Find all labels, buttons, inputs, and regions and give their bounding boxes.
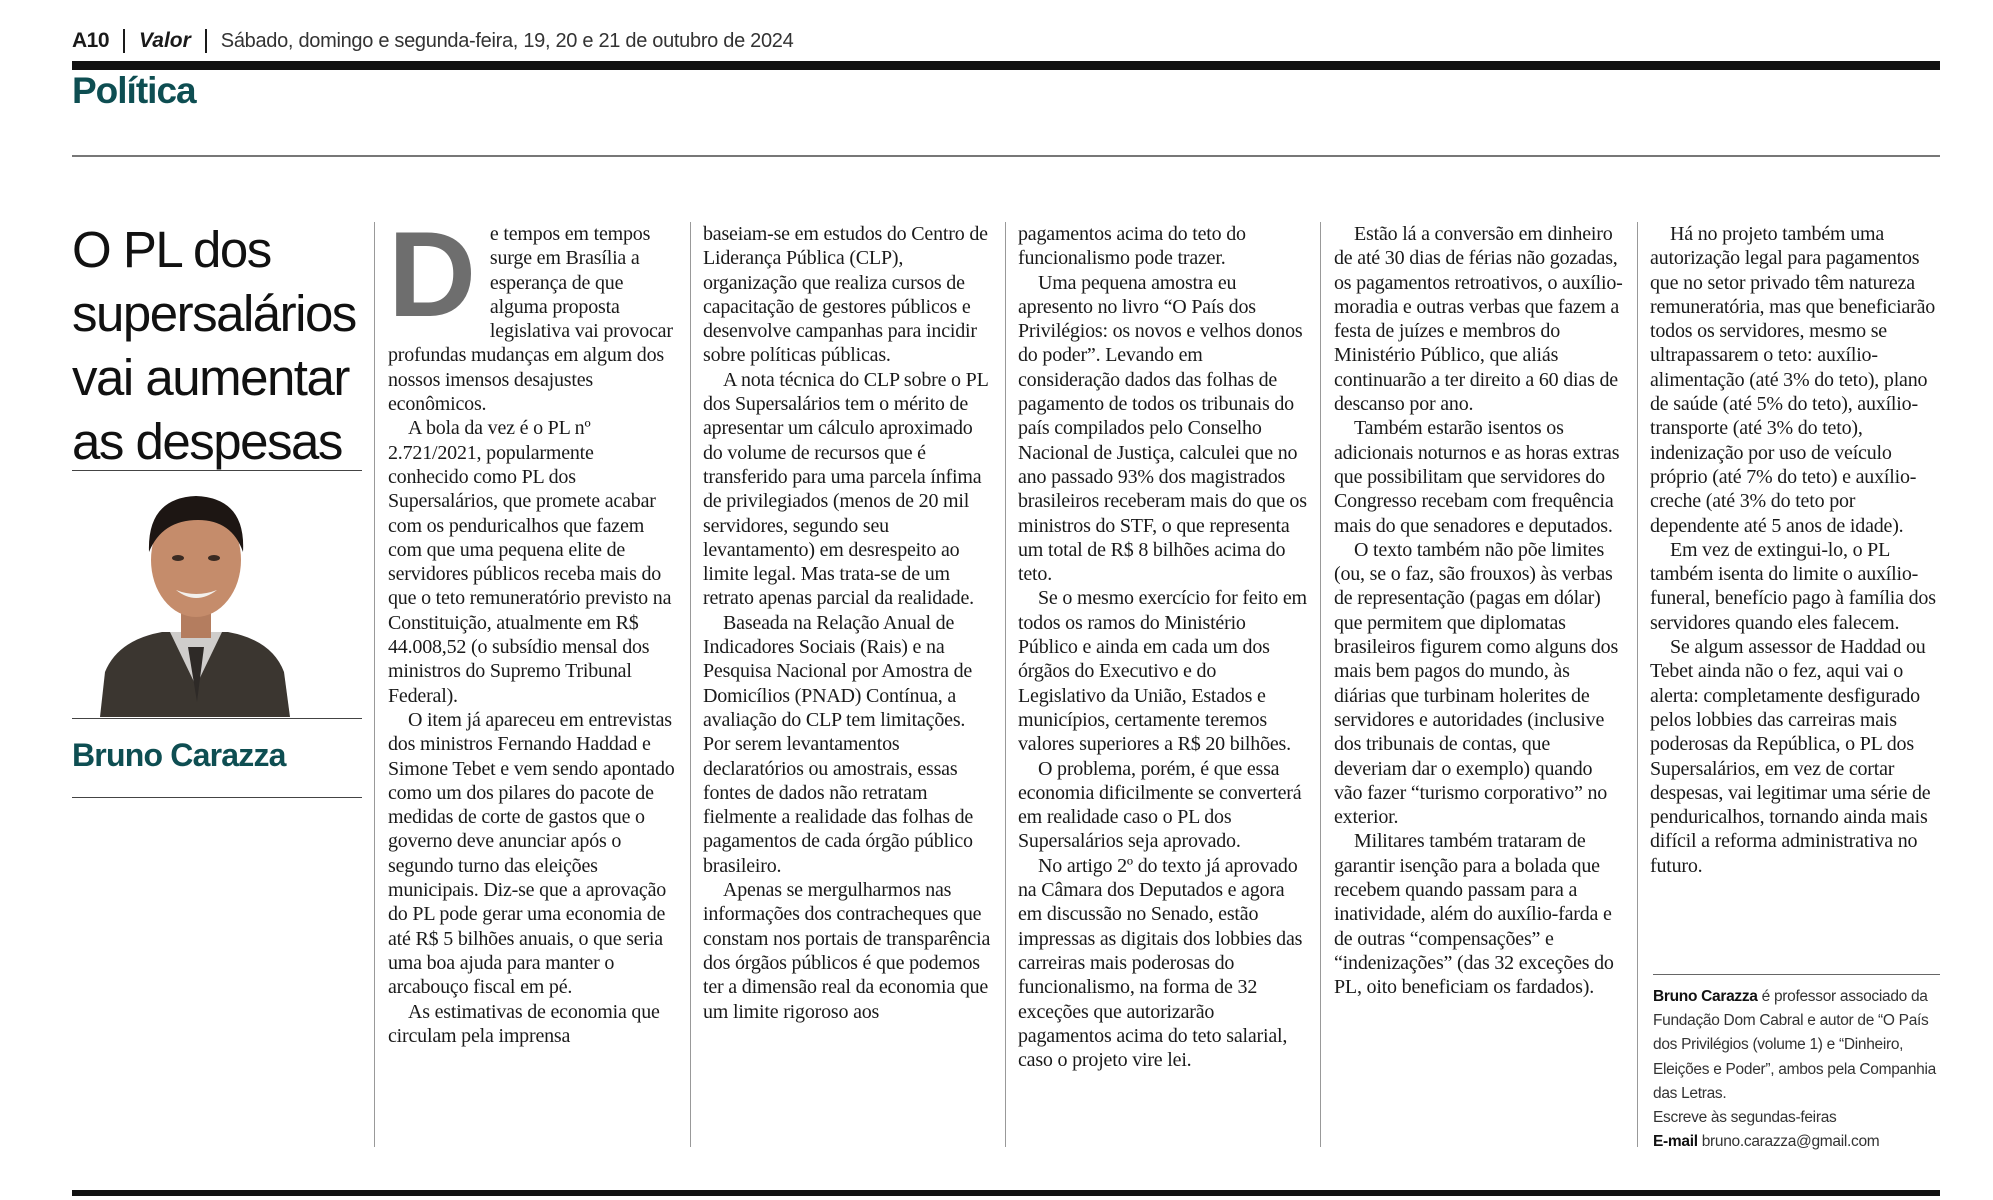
header-divider bbox=[205, 29, 207, 53]
article-paragraph: Se o mesmo exercício for feito em todos os ramos do Ministério Público e ainda em cada um dos órgãos do Executivo e do Legislativo da União, Estados e municípios, certamente teremos valores superiores a R$ 20 bilhões. bbox=[1018, 587, 1307, 756]
body-column-3 bbox=[1018, 222, 1308, 1072]
date-line: Sábado, domingo e segunda-feira, 19, 20 e 21 de outubro de 2024 bbox=[220, 29, 794, 52]
page-header bbox=[72, 26, 793, 56]
publication-name: Valor bbox=[139, 29, 191, 52]
bio-schedule: Escreve às segundas-feiras bbox=[1653, 1109, 1837, 1127]
article-paragraph: Em vez de extingui-lo, o PL também isenta do limite o auxílio-funeral, benefício pago à família dos servidores quando eles falecem. bbox=[1650, 538, 1936, 634]
article-paragraph: baseiam-se em estudos do Centro de Liderança Pública (CLP), organização que realiza cursos de capacitação de gestores públicos e desenvolve campanhas para incidir sobre políticas públicas. bbox=[703, 223, 988, 367]
body-column-1 bbox=[388, 206, 678, 1048]
bio-text: é professor associado da Fundação Dom Cabral e autor de “O País dos Privilégios (volume 1) e “Dinheiro, Eleições e Poder”, ambos pela Companhia das Letras. bbox=[1653, 988, 1936, 1102]
column-separator bbox=[374, 222, 375, 1147]
article-paragraph: A bola da vez é o PL nº 2.721/2021, popularmente conhecido como PL dos Supersalários, que promete acabar com os penduricalhos que fazem com que uma pequena elite de servidores públicos receba mais do que o teto remuneratório previsto na Constituição, atualmente em R$ 44.008,52 (o subsídio mensal dos ministros do Supremo Tribunal Federal). bbox=[388, 417, 672, 707]
author-name: Bruno Carazza bbox=[72, 737, 286, 773]
footer-rule bbox=[72, 1190, 1940, 1196]
page-number: A10 bbox=[72, 29, 110, 52]
author-bio bbox=[1653, 985, 1940, 1154]
column-separator bbox=[1637, 222, 1638, 1147]
photo-rule bbox=[72, 718, 362, 719]
article-paragraph: Baseada na Relação Anual de Indicadores Sociais (Rais) e na Pesquisa Nacional por Amostra de Domicílios (PNAD) Contínua, a avaliação do CLP tem limitações. Por serem levantamentos declaratórios ou amostrais, essas fontes de dados não retratam fielmente a realidade das folhas de pagamentos de cada órgão público brasileiro. bbox=[703, 611, 974, 877]
article-paragraph: As estimativas de economia que circulam pela imprensa bbox=[388, 1000, 660, 1047]
article-paragraph: A nota técnica do CLP sobre o PL dos Supersalários tem o mérito de apresentar um cálculo aproximado do volume de recursos que é transferido para uma parcela ínfima de privilegiados (menos de 20 mil servidores, segundo seu levantamento) em desrespeito ao limite legal. Mas trata-se de um retrato apenas parcial da realidade. bbox=[703, 368, 988, 610]
author-photo bbox=[100, 472, 290, 717]
bio-rule bbox=[1653, 974, 1940, 975]
article-paragraph: O problema, porém, é que essa economia dificilmente se converterá em realidade caso o PL dos Supersalários seja aprovado. bbox=[1018, 757, 1302, 853]
article-paragraph: pagamentos acima do teto do funcionalismo pode trazer. bbox=[1018, 223, 1246, 270]
article-paragraph: O item já apareceu em entrevistas dos ministros Fernando Haddad e Simone Tebet e vem sendo apontado como um dos pilares do pacote de medidas de corte de gastos que o governo deve anunciar após o segundo turno das eleições municipais. Diz-se que a aprovação do PL pode gerar uma economia de até R$ 5 bilhões anuais, o que seria uma boa ajuda para manter o arcabouço fiscal em pé. bbox=[388, 708, 675, 999]
article-paragraph: Apenas se mergulharmos nas informações dos contracheques que constam nos portais de transparência dos órgãos públicos é que podemos ter a dimensão real da economia que um limite rigoroso aos bbox=[703, 879, 991, 1023]
column-separator bbox=[1320, 222, 1321, 1147]
section-title: Política bbox=[72, 70, 196, 111]
article-paragraph: Há no projeto também uma autorização legal para pagamentos que no setor privado têm natureza remuneratória, mas que beneficiarão todos os servidores, mesmo se ultrapassarem o teto: auxílio-alimentação (até 3% do teto), plano de saúde (até 5% do teto), auxílio-transporte (até 3% do teto), indenização por uso de veículo próprio (até 7% do teto) e auxílio-creche (até 3% do teto por dependente até 5 anos de idade). bbox=[1650, 223, 1936, 537]
article-paragraph: Estão lá a conversão em dinheiro de até 30 dias de férias não gozadas, os pagamentos retroativos, o auxílio-moradia e outras verbas que fazem a festa de juízes e membros do Ministério Público, que aliás continuarão a ter direito a 60 dias de descanso por ano. bbox=[1334, 223, 1623, 416]
column-separator bbox=[1005, 222, 1006, 1147]
bio-author-name: Bruno Carazza bbox=[1653, 988, 1758, 1005]
author-photo-illustration bbox=[100, 472, 290, 717]
section-rule bbox=[72, 155, 1940, 157]
article-paragraph: Militares também trataram de garantir isenção para a bolada que recebem quando passam para a inatividade, além do auxílio-farda e de outras “compensações” e “indenizações” (das 32 exceções do PL, oito beneficiam os fardados). bbox=[1334, 830, 1614, 999]
article-paragraph: Uma pequena amostra eu apresento no livro “O País dos Privilégios: os novos e velhos donos do poder”. Levando em consideração dados das folhas de pagamento de todos os tribunais do país compilados pelo Conselho Nacional de Justiça, calculei que no ano passado 93% dos magistrados brasileiros receberam mais do que os ministros do STF, o que representa um total de R$ 8 bilhões acima do teto. bbox=[1018, 271, 1307, 586]
drop-cap: D bbox=[388, 206, 476, 342]
body-column-5 bbox=[1650, 222, 1940, 878]
article-paragraph: No artigo 2º do texto já aprovado na Câmara dos Deputados e agora em discussão no Senado, estão impressas as digitais dos lobbies das carreiras mais poderosas do funcionalismo, na forma de 32 exceções que autorizarão pagamentos acima do teto salarial, caso o projeto vire lei. bbox=[1018, 854, 1303, 1072]
header-rule bbox=[72, 61, 1940, 70]
author-rule bbox=[72, 797, 362, 798]
body-column-2 bbox=[703, 222, 993, 1024]
email-address[interactable]: bruno.carazza@gmail.com bbox=[1701, 1133, 1880, 1151]
article-paragraph: O texto também não põe limites (ou, se o faz, são frouxos) às verbas de representação (pagas em dólar) que permitem que diplomatas brasileiros figurem como alguns dos mais bem pagos do mundo, às diárias que turbinam holerites de servidores e autoridades (inclusive dos tribunais de contas, que deveriam dar o exemplo) quando vão fazer “turismo corporativo” no exterior. bbox=[1334, 538, 1619, 829]
article-paragraph: Se algum assessor de Haddad ou Tebet ainda não o fez, aqui vai o alerta: completamente desfigurado pelos lobbies das carreiras mais poderosas da República, o PL dos Supersalários, em vez de cortar despesas, vai legitimar uma série de penduricalhos, tornando ainda mais difícil a reforma administrativa no futuro. bbox=[1650, 636, 1931, 877]
article-paragraph: Também estarão isentos os adicionais noturnos e as horas extras que possibilitam que servidores do Congresso recebam com frequência mais do que senadores e deputados. bbox=[1334, 417, 1620, 537]
headline: O PL dos supersalários vai aumentar as despesas bbox=[72, 221, 356, 470]
email-label: E-mail bbox=[1653, 1133, 1698, 1151]
article-paragraph: De tempos em tempos surge em Brasília a esperança de que alguma proposta legislativa vai provocar profundas mudanças em algum dos nossos imensos desajustes econômicos. bbox=[388, 206, 673, 416]
headline-rule bbox=[72, 470, 362, 471]
header-divider bbox=[123, 29, 125, 53]
column-separator bbox=[690, 222, 691, 1147]
body-column-4 bbox=[1334, 222, 1624, 1000]
